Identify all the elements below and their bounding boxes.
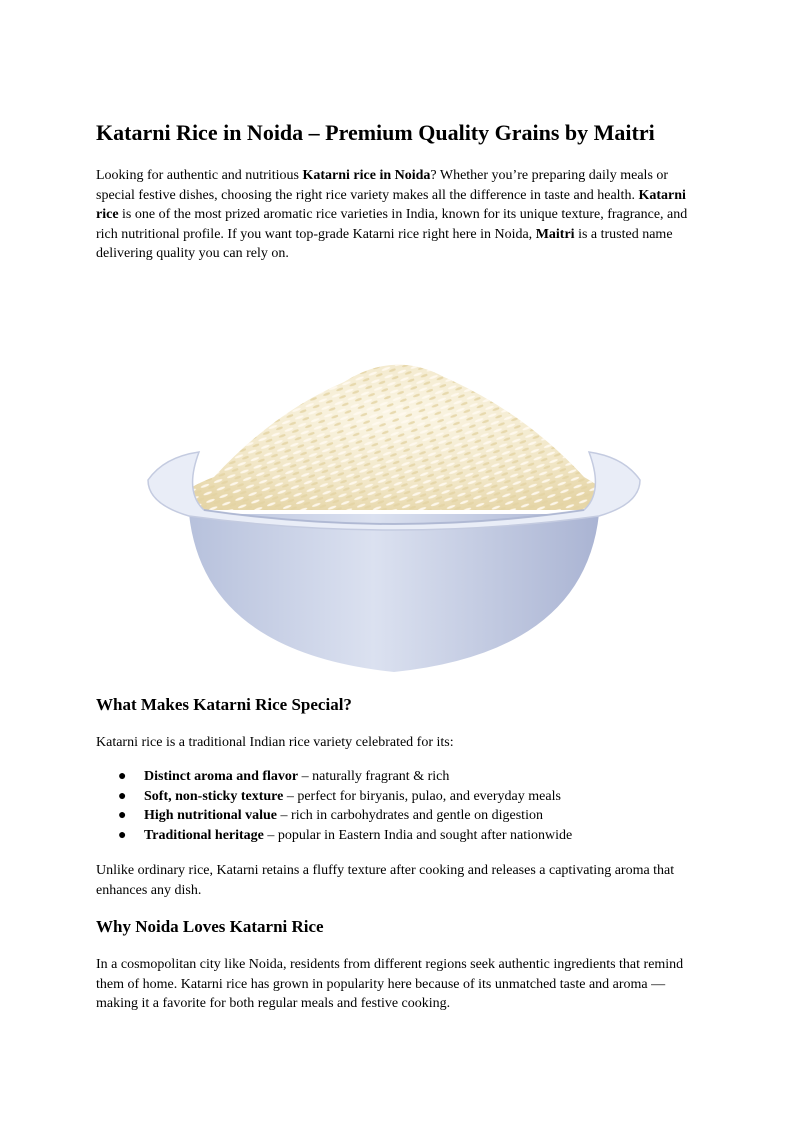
- intro-text-3: is one of the most prized aromatic rice varieties in India, known for its unique texture, fragrance, and rich nutritional profile. If you want top-grade Katarni rice right here in Noida,: [96, 207, 688, 242]
- feature-desc: – perfect for biryanis, pulao, and everyday meals: [283, 788, 561, 804]
- section-heading-special: What Makes Katarni Rice Special?: [96, 695, 352, 714]
- intro-bold-3: Maitri: [535, 226, 575, 242]
- feature-name: Distinct aroma and flavor: [144, 769, 299, 784]
- intro-text-4: is a trusted name delivering quality you can rely on.: [96, 226, 673, 261]
- intro-bold-1: Katarni rice in Noida: [302, 168, 431, 183]
- bullet-icon: ●: [118, 808, 127, 823]
- list-item: [96, 767, 572, 787]
- section-lead: Katarni rice is a traditional Indian rice variety celebrated for its:: [96, 735, 454, 750]
- feature-name: Soft, non-sticky texture: [144, 788, 284, 804]
- intro-paragraph: [96, 166, 702, 264]
- list-item: [96, 806, 572, 826]
- feature-name: High nutritional value: [144, 808, 278, 823]
- section-closing-paragraph: Unlike ordinary rice, Katarni retains a fluffy texture after cooking and releases a captivating aroma that enhances any dish.: [96, 863, 675, 898]
- rice-bowl-image: [144, 292, 644, 674]
- list-item: [96, 826, 572, 846]
- section-heading-noida: Why Noida Loves Katarni Rice: [96, 917, 324, 936]
- rice-bowl-illustration: [144, 292, 644, 674]
- intro-text-2: ? Whether you’re preparing daily meals or special festive dishes, choosing the right rice variety makes all the difference in taste and health.: [96, 168, 669, 203]
- page-title: Katarni Rice in Noida – Premium Quality Grains by Maitri: [96, 120, 655, 145]
- feature-name: Traditional heritage: [144, 827, 264, 843]
- bullet-icon: ●: [118, 827, 127, 843]
- features-list: [96, 767, 572, 845]
- feature-desc: – naturally fragrant & rich: [298, 769, 450, 784]
- feature-desc: – rich in carbohydrates and gentle on digestion: [277, 808, 543, 823]
- section-body-paragraph: In a cosmopolitan city like Noida, residents from different regions seek authentic ingredients that remind them of home. Katarni rice has grown in popularity here because of its unmatched taste and aroma — making it a favorite for both regular meals and festive cooking.: [96, 957, 684, 1011]
- feature-desc: – popular in Eastern India and sought after nationwide: [263, 827, 573, 843]
- intro-text-1: Looking for authentic and nutritious: [96, 168, 303, 183]
- intro-bold-2: Katarni rice: [96, 187, 686, 222]
- bullet-icon: ●: [118, 788, 127, 804]
- bullet-icon: ●: [118, 769, 127, 784]
- list-item: [96, 787, 572, 807]
